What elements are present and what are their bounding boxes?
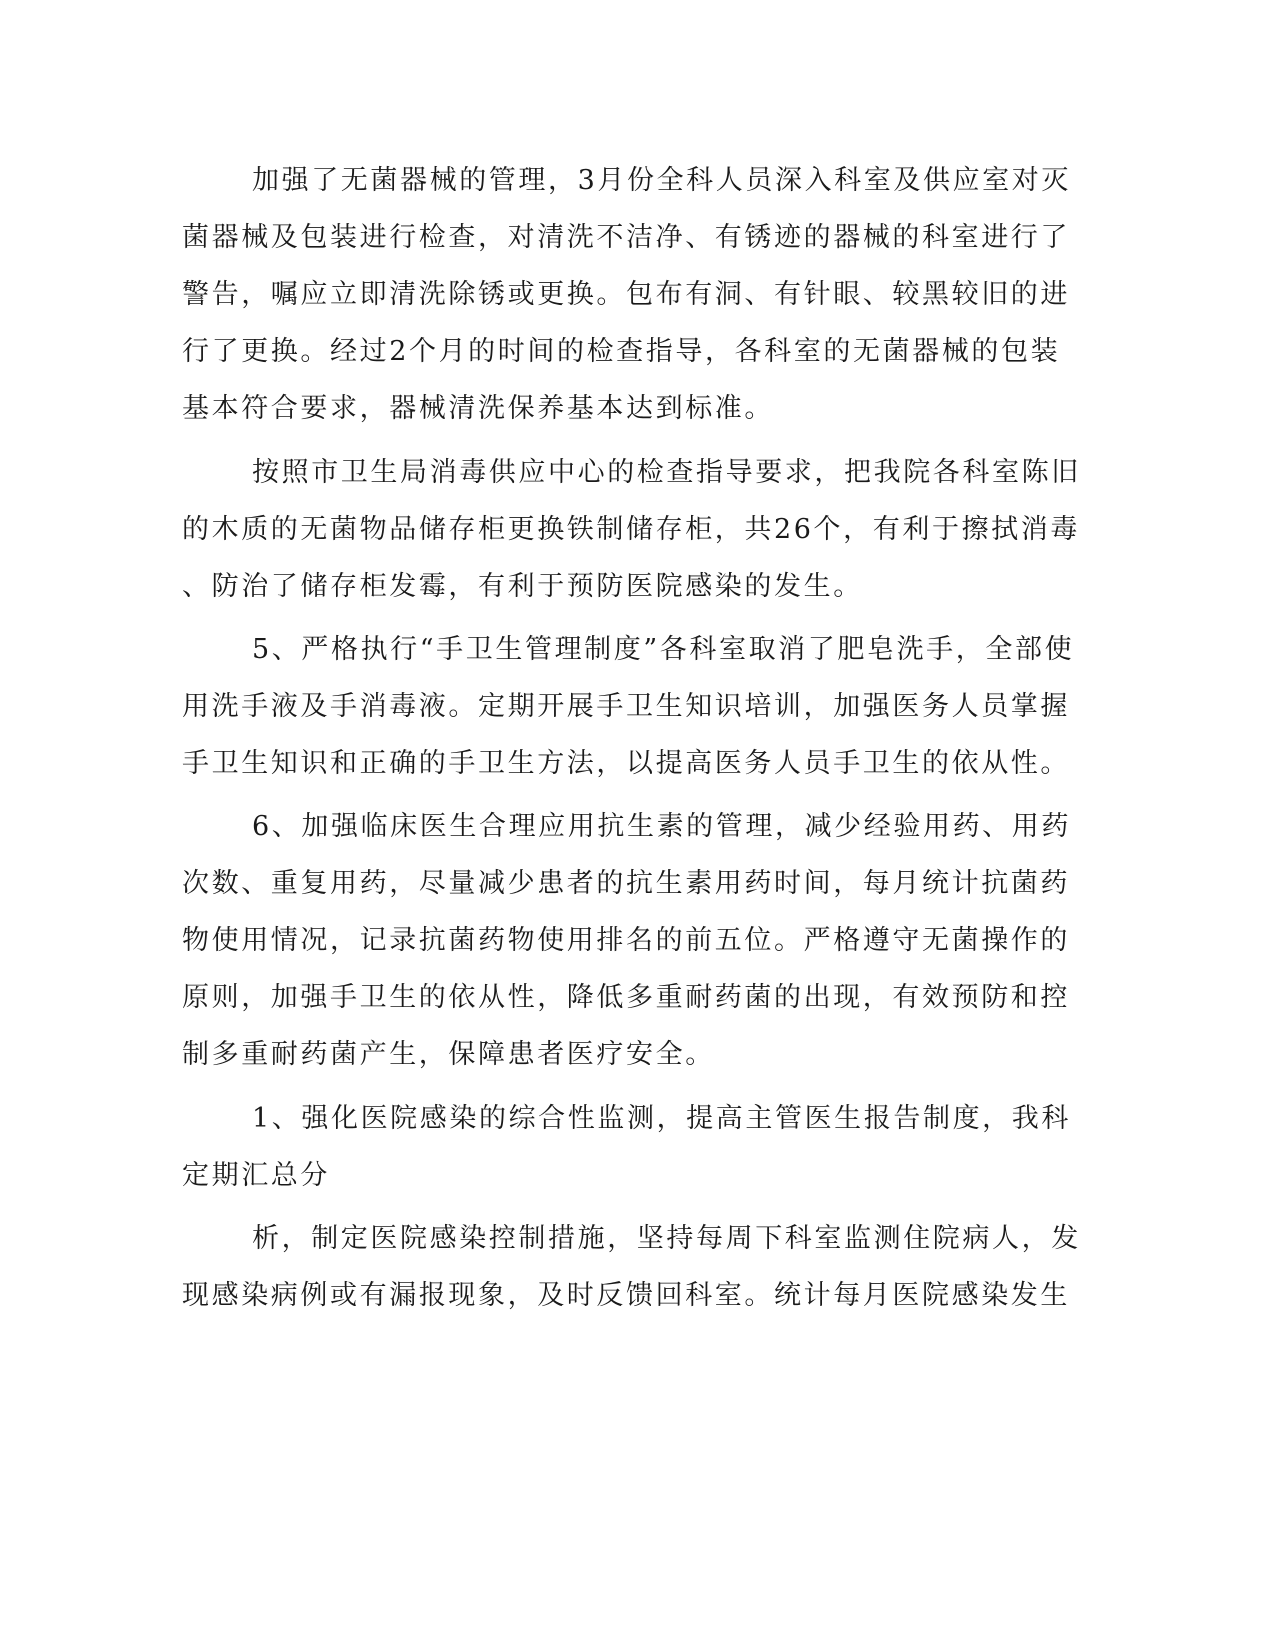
text-line: 加强了无菌器械的管理，3月份全科人员深入科室及供应室对灭 <box>252 165 1071 196</box>
text-line: 原则，加强手卫生的依从性，降低多重耐药菌的出现，有效预防和控 <box>182 982 1070 1013</box>
text-line: 菌器械及包装进行检查，对清洗不洁净、有锈迹的器械的科室进行了 <box>182 222 1070 253</box>
text-line: 定期汇总分 <box>182 1160 330 1191</box>
text-line: 按照市卫生局消毒供应中心的检查指导要求，把我院各科室陈旧 <box>252 457 1081 488</box>
text-line: 6、加强临床医生合理应用抗生素的管理，减少经验用药、用药 <box>252 811 1071 842</box>
text-line: 次数、重复用药，尽量减少患者的抗生素用药时间，每月统计抗菌药 <box>182 868 1070 899</box>
text-line: 现感染病例或有漏报现象，及时反馈回科室。统计每月医院感染发生 <box>182 1280 1070 1311</box>
text-line: 用洗手液及手消毒液。定期开展手卫生知识培训，加强医务人员掌握 <box>182 691 1070 722</box>
text-line: 手卫生知识和正确的手卫生方法，以提高医务人员手卫生的依从性。 <box>182 748 1070 779</box>
text-line: 物使用情况，记录抗菌药物使用排名的前五位。严格遵守无菌操作的 <box>182 925 1070 956</box>
text-line: 基本符合要求，器械清洗保养基本达到标准。 <box>182 393 774 424</box>
text-line: 、防治了储存柜发霉，有利于预防医院感染的发生。 <box>182 571 863 602</box>
text-line: 行了更换。经过2个月的时间的检查指导，各科室的无菌器械的包装 <box>182 336 1061 367</box>
text-line: 制多重耐药菌产生，保障患者医疗安全。 <box>182 1039 715 1070</box>
text-line: 1、强化医院感染的综合性监测，提高主管医生报告制度，我科 <box>252 1103 1071 1134</box>
text-line: 5、严格执行“手卫生管理制度”各科室取消了肥皂洗手，全部使 <box>252 634 1075 665</box>
text-line: 析，制定医院感染控制措施，坚持每周下科室监测住院病人，发 <box>252 1223 1081 1254</box>
text-line: 的木质的无菌物品储存柜更换铁制储存柜，共26个，有利于擦拭消毒 <box>182 514 1080 545</box>
text-line: 警告，嘱应立即清洗除锈或更换。包布有洞、有针眼、较黑较旧的进 <box>182 279 1070 310</box>
